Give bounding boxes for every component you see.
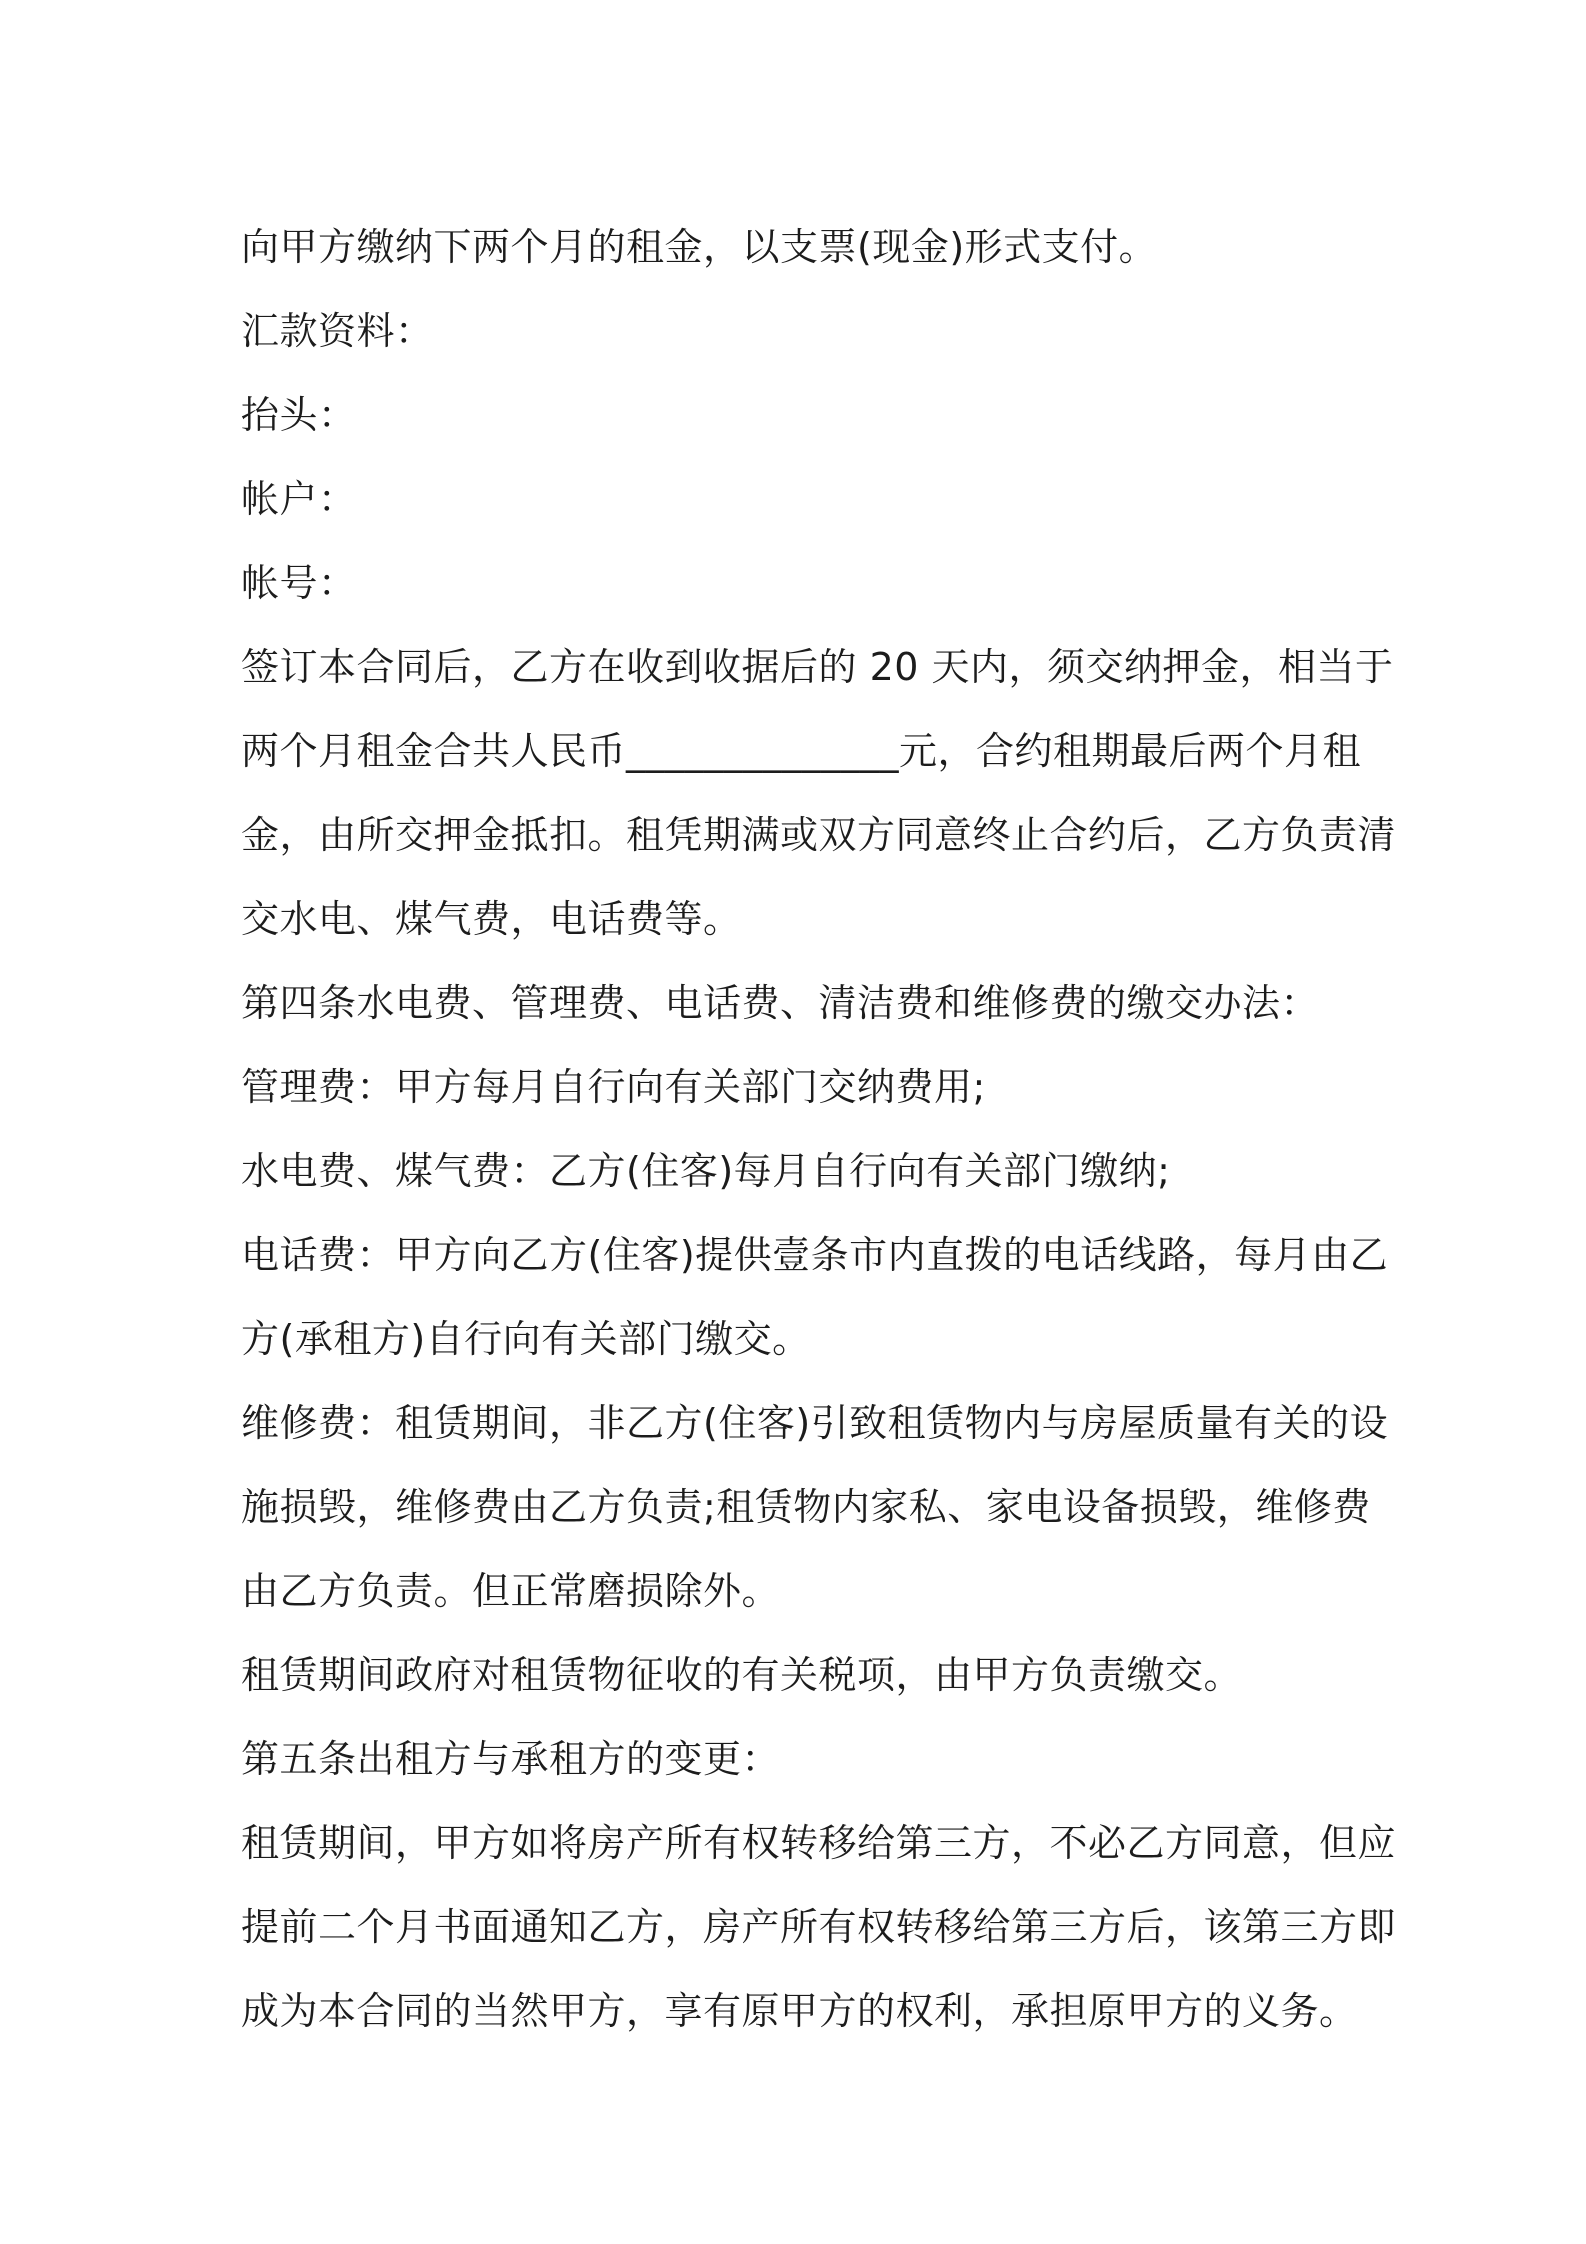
text-line: 帐户： [241,477,357,521]
text-line: 租赁期间，甲方如将房产所有权转移给第三方，不必乙方同意，但应 [241,1821,1397,1865]
text-line: 管理费：甲方每月自行向有关部门交纳费用; [241,1065,986,1109]
section-heading: 第五条出租方与承租方的变更： [241,1737,781,1781]
text-line: 电话费：甲方向乙方(住客)提供壹条市内直拨的电话线路，每月由乙 [241,1233,1389,1277]
text-line: 方(承租方)自行向有关部门缴交。 [241,1317,811,1361]
text-line: 汇款资料： [241,309,434,353]
text-line: 维修费：租赁期间，非乙方(住客)引致租赁物内与房屋质量有关的设 [241,1401,1389,1445]
text-line: 租赁期间政府对租赁物征收的有关税项，由甲方负责缴交。 [241,1653,1243,1697]
text-line: 提前二个月书面通知乙方，房产所有权转移给第三方后，该第三方即 [241,1905,1397,1949]
text-line: 由乙方负责。但正常磨损除外。 [241,1569,781,1613]
section-heading: 第四条水电费、管理费、电话费、清洁费和维修费的缴交办法： [241,981,1320,1025]
text-line: 抬头： [241,393,357,437]
text-line: 向甲方缴纳下两个月的租金，以支票(现金)形式支付。 [241,225,1158,269]
text-line: 签订本合同后，乙方在收到收据后的 20 天内，须交纳押金，相当于 [241,645,1394,689]
text-line: 成为本合同的当然甲方，享有原甲方的权利，承担原甲方的义务。 [241,1989,1358,2033]
text-line: 金，由所交押金抵扣。租凭期满或双方同意终止合约后，乙方负责清 [241,813,1397,857]
text-line: 水电费、煤气费：乙方(住客)每月自行向有关部门缴纳; [241,1149,1171,1193]
text-line: 帐号： [241,561,357,605]
document-body [241,205,1397,2053]
text-line: 交水电、煤气费，电话费等。 [241,897,742,941]
text-line: 两个月租金合共人民币______________元，合约租期最后两个月租 [241,729,1362,773]
text-line: 施损毁，维修费由乙方负责;租赁物内家私、家电设备损毁，维修费 [241,1485,1371,1529]
